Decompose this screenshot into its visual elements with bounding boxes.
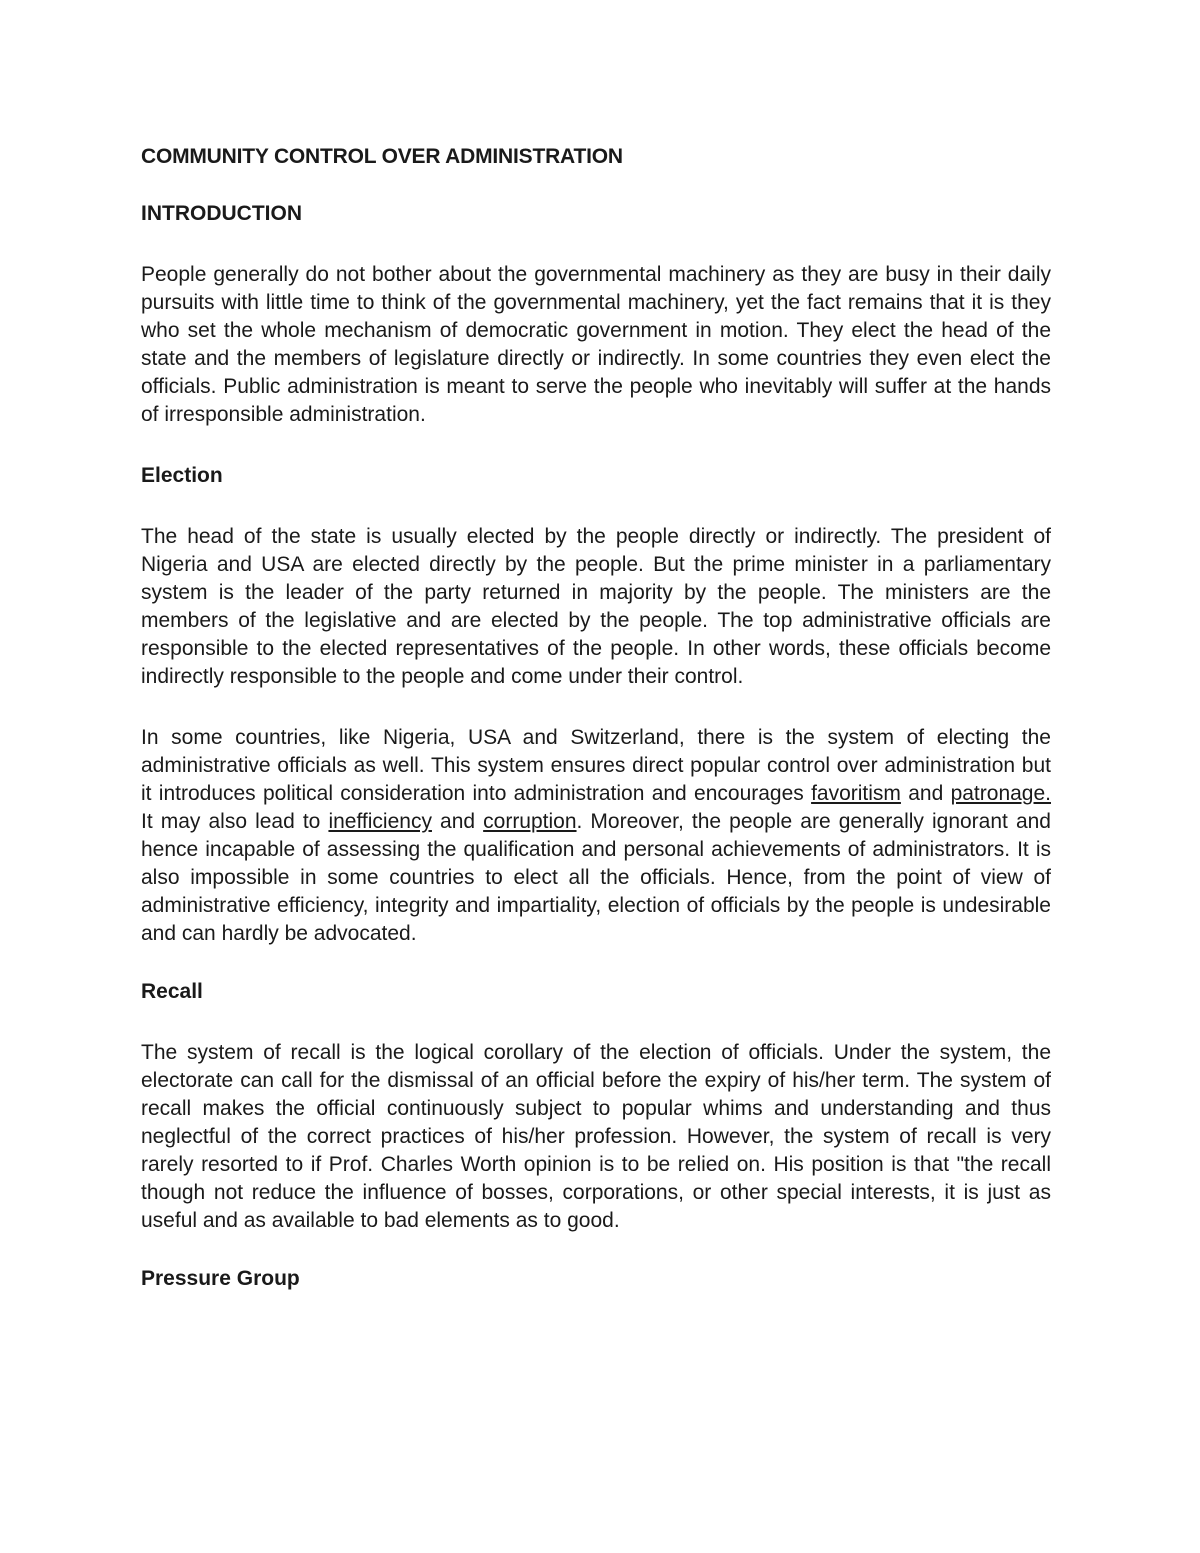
election-heading: Election	[141, 464, 223, 487]
election-paragraph-2	[141, 724, 1051, 948]
inefficiency-link[interactable]: inefficiency	[328, 810, 432, 833]
corruption-link[interactable]: corruption	[483, 810, 577, 833]
election-paragraph-1: The head of the state is usually elected by the people directly or indirectly. The president of Nigeria and USA are elected directly by the people. But the prime minister in a parliamentary system is the leader of the party returned in majority by the people. The ministers are the members of the legislative and are elected by the people. The top administrative officials are responsible to the elected representatives of the people. In other words, these officials become indirectly responsible to the people and come under their control.	[141, 525, 1051, 688]
election-text-segment: It may also lead to	[141, 810, 329, 833]
election-text-segment: and	[900, 782, 951, 805]
document-page	[141, 143, 1051, 1326]
recall-paragraph: The system of recall is the logical corollary of the election of officials. Under the system, the electorate can call for the dismissal of an official before the expiry of his/her term. The system of recall makes the official continuously subject to popular whims and understanding and thus neglectful of the correct practices of his/her profession. However, the system of recall is very rarely resorted to if Prof. Charles Worth opinion is to be relied on. His position is that "the recall though not reduce the influence of bosses, corporations, or other special interests, it is just as useful and as available to bad elements as to good.	[141, 1041, 1051, 1232]
election-text-segment: In some countries, like Nigeria, USA and Switzerland, there is the system of electing the administrative officials as well. This system ensures direct popular control over administration but it introduces political consideration into administration and encourages	[141, 726, 1051, 805]
document-title: COMMUNITY CONTROL OVER ADMINISTRATION	[141, 145, 623, 168]
patronage-link[interactable]: patronage.	[950, 782, 1051, 805]
election-text-segment: . Moreover, the people are generally ignorant and hence incapable of assessing the qualification and personal achievements of administrators. It is also impossible in some countries to elect all the officials. Hence, from the point of view of administrative efficiency, integrity and impartiality, election of officials by the people is undesirable and can hardly be advocated.	[141, 810, 1051, 945]
introduction-heading: INTRODUCTION	[141, 202, 302, 225]
favoritism-link[interactable]: favoritism	[811, 782, 901, 805]
pressure-group-heading: Pressure Group	[141, 1267, 300, 1290]
election-text-segment: and	[431, 810, 484, 833]
recall-heading: Recall	[141, 980, 203, 1003]
introduction-paragraph: People generally do not bother about the governmental machinery as they are busy in their daily pursuits with little time to think of the governmental machinery, yet the fact remains that it is they who set the whole mechanism of democratic government in motion. They elect the head of the state and the members of legislature directly or indirectly. In some countries they even elect the officials. Public administration is meant to serve the people who inevitably will suffer at the hands of irresponsible administration.	[141, 263, 1051, 426]
